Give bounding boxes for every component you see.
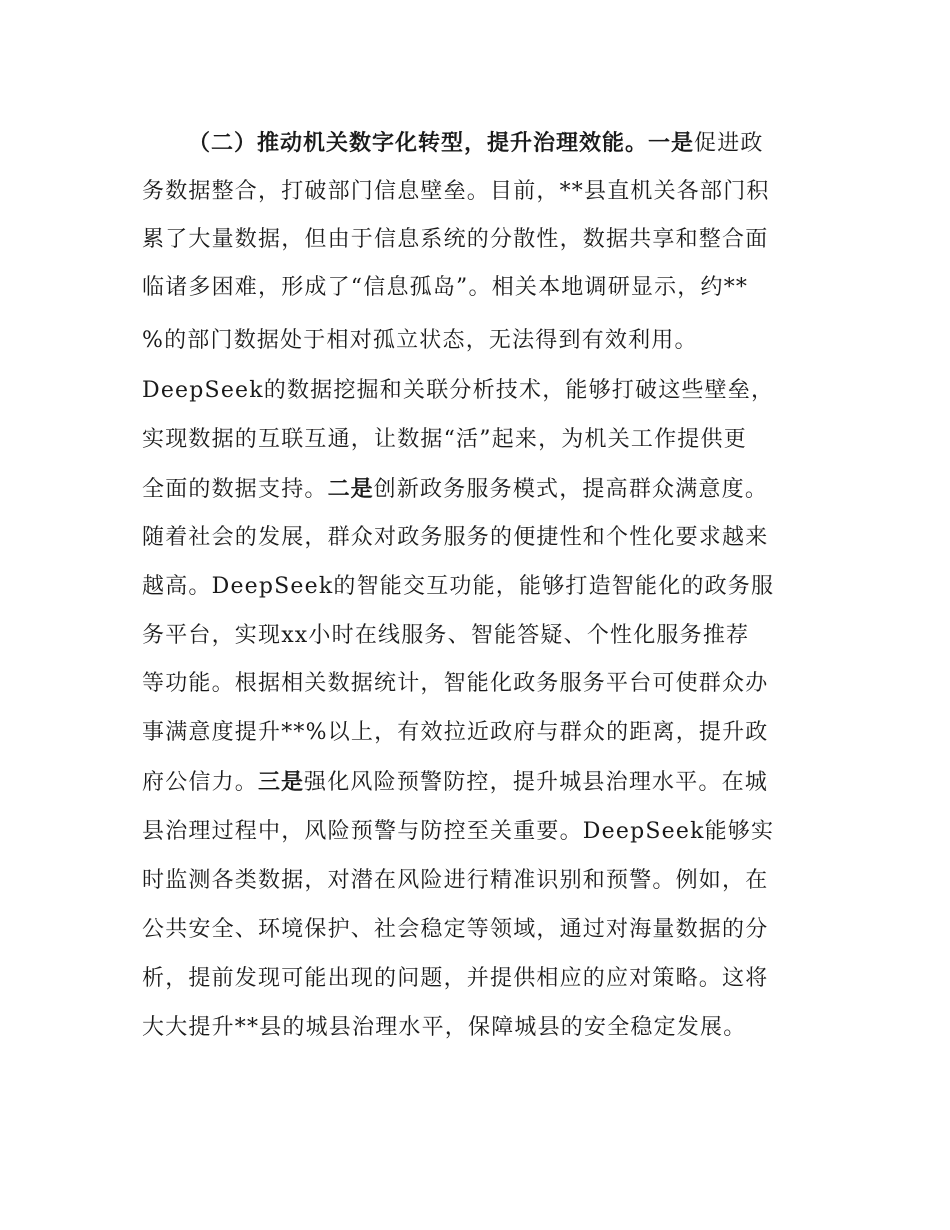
text-segment: 创新政务服务模式，提高群众满意度。 xyxy=(373,477,769,502)
text-line: 务数据整合，打破部门信息壁垒。目前，**县直机关各部门积 xyxy=(142,179,770,204)
text-segment: 促进政 xyxy=(694,131,764,156)
text-line: 累了大量数据，但由于信息系统的分散性，数据共享和整合面 xyxy=(142,227,769,252)
text-line: 事满意度提升**%以上，有效拉近政府与群众的距离，提升政 xyxy=(142,720,769,745)
text-line: 公共安全、环境保护、社会稳定等领域，通过对海量数据的分 xyxy=(142,917,769,942)
text-line: 时监测各类数据，对潜在风险进行精准识别和预警。例如，在 xyxy=(142,868,769,893)
point-marker: 三是 xyxy=(258,769,305,795)
text-line: 随着社会的发展，群众对政务服务的便捷性和个性化要求越来 xyxy=(142,525,769,550)
section-heading: （二）推动机关数字化转型，提升治理效能。一是 xyxy=(188,130,695,156)
text-line xyxy=(142,762,812,802)
text-line: 县治理过程中，风险预警与防控至关重要。DeepSeek能够实 xyxy=(142,819,775,844)
text-segment: 强化风险预警防控，提升城县治理水平。在城 xyxy=(304,770,769,795)
text-line: 临诸多困难，形成了“信息孤岛”。相关本地调研显示，约** xyxy=(142,275,749,300)
text-segment: 府公信力。 xyxy=(142,770,259,795)
point-marker: 二是 xyxy=(327,476,374,502)
text-segment: 全面的数据支持。 xyxy=(142,477,328,502)
text-line: 越高。DeepSeek的智能交互功能，能够打造智能化的政务服 xyxy=(142,574,775,599)
text-line: %的部门数据处于相对孤立状态，无法得到有效利用。 xyxy=(142,328,698,353)
text-line xyxy=(142,469,812,509)
text-line: 大大提升**县的城县治理水平，保障城县的安全稳定发展。 xyxy=(142,1015,747,1040)
text-line: DeepSeek的数据挖掘和关联分析技术，能够打破这些壁垒， xyxy=(142,378,775,403)
text-line: 务平台，实现xx小时在线服务、智能答疑、个性化服务推荐 xyxy=(142,623,750,648)
text-line: 等功能。根据相关数据统计，智能化政务服务平台可使群众办 xyxy=(142,671,769,696)
text-line: 析，提前发现可能出现的问题，并提供相应的应对策略。这将 xyxy=(142,966,769,991)
text-line xyxy=(188,123,858,163)
text-line: 实现数据的互联互通，让数据“活”起来，为机关工作提供更 xyxy=(142,427,747,452)
